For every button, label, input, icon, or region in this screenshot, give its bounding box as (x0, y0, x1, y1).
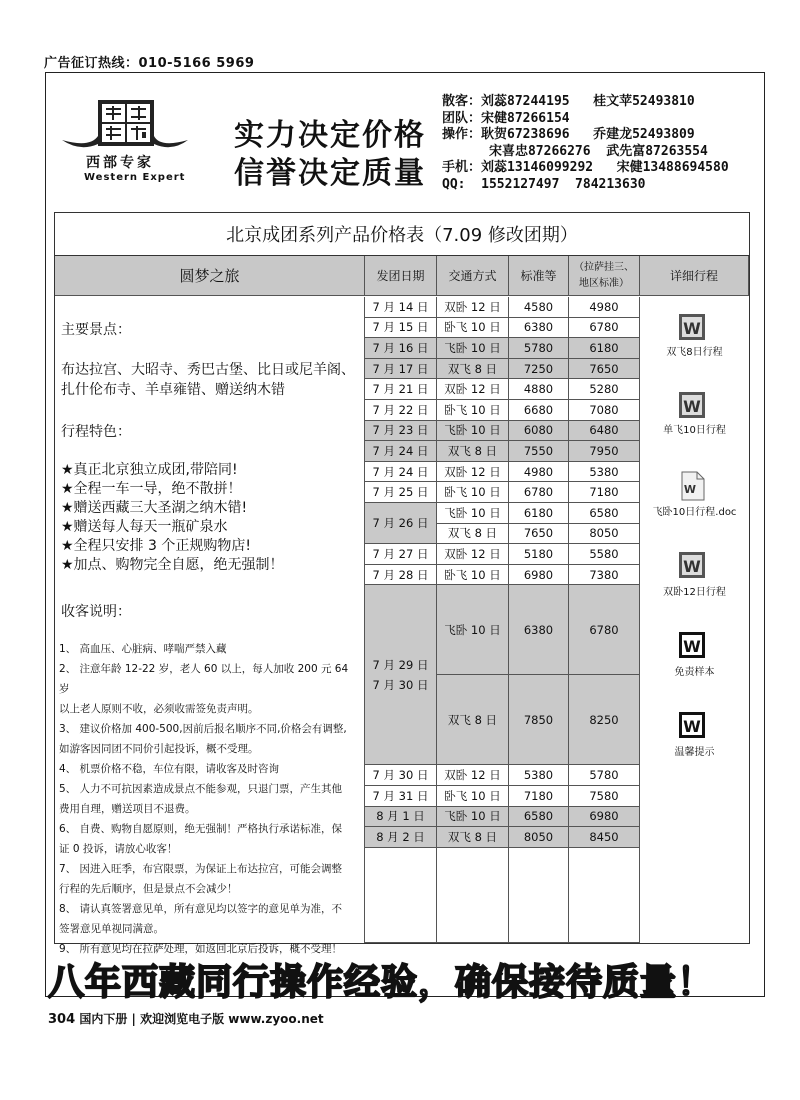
footer-section: 国内下册 (79, 1012, 128, 1026)
transport-cell: 飞卧 10 日 (437, 585, 509, 675)
empty-cell (509, 848, 569, 943)
date-cell: 7 月 28 日 (365, 565, 437, 586)
header-product: 圆梦之旅 (55, 256, 365, 296)
standard-price-cell: 7250 (509, 359, 569, 380)
lhasa-price-cell: 7650 (569, 359, 640, 380)
feature-item: ★加点、购物完全自愿，绝无强制！ (61, 557, 284, 573)
note-line: 费用自理，赠送项目不退费。 (59, 803, 196, 815)
transport-cell: 双飞 8 日 (437, 827, 509, 848)
contact-line: QQ: 1552127497 784213630 (442, 176, 646, 192)
transport-cell: 卧飞 10 日 (437, 482, 509, 503)
lhasa-price-cell: 5280 (569, 379, 640, 400)
slogan-line-2: 信誉决定质量 (234, 156, 426, 191)
date-cell: 7 月 23 日 (365, 421, 437, 442)
transport-cell: 飞卧 10 日 (437, 338, 509, 359)
header-lhasa-standard: （拉萨挂三、地区标准） (569, 256, 640, 296)
standard-price-cell: 6380 (509, 585, 569, 675)
contact-line: 散客：刘蕊87244195 桂文苹52493810 (442, 94, 695, 109)
empty-cell (569, 848, 640, 943)
company-logo (60, 96, 190, 186)
date-cell: 7 月 24 日 (365, 462, 437, 483)
transport-cell: 卧飞 10 日 (437, 565, 509, 586)
slogan-line-1: 实力决定价格 (234, 118, 426, 153)
feature-item: ★赠送西藏三大圣湖之纳木错! (61, 500, 248, 516)
note-line: 如游客因同团不同价引起投诉，概不受理。 (59, 743, 259, 755)
word-doc-icon[interactable] (678, 391, 706, 419)
detail-link-danfei10[interactable]: 单飞10日行程 (663, 425, 726, 436)
features-title: 行程特色： (61, 424, 131, 440)
transport-cell: 双卧 12 日 (437, 544, 509, 565)
contact-line: 手机：刘蕊13146099292 宋健13488694580 (442, 160, 729, 175)
date-cell: 8 月 2 日 (365, 827, 437, 848)
lhasa-price-cell: 6180 (569, 338, 640, 359)
standard-price-cell: 6180 (509, 503, 569, 524)
contact-line: 操作：耿贺67238696 乔建龙52493809 (442, 127, 695, 142)
standard-price-cell: 6980 (509, 565, 569, 586)
logo-subtitle: Western Expert (84, 172, 186, 183)
transport-cell: 双卧 12 日 (437, 765, 509, 786)
note-line: 9、 所有意见均在拉萨处理，如返回北京后投诉，概不受理！ (59, 943, 343, 955)
transport-cell: 飞卧 10 日 (437, 807, 509, 828)
note-line: 以上老人原则不收，必须收需签免责声明。 (59, 703, 259, 715)
date-text: 7 月 29 日 (372, 657, 429, 672)
standard-price-cell: 7850 (509, 675, 569, 765)
feature-item: ★真正北京独立成团,带陪同! (61, 462, 238, 478)
feature-item: ★全程一车一导，绝不散拼！ (61, 481, 242, 497)
detail-link-feiwo10[interactable]: 飞卧10日行程.doc (652, 507, 737, 518)
note-line: 2、 注意年龄 12-22 岁，老人 60 以上，每人加收 200 元 64 岁 (59, 663, 349, 695)
date-cell: 7 月 21 日 (365, 379, 437, 400)
logo-name: 西部专家 (86, 155, 154, 171)
transport-cell: 双卧 12 日 (437, 297, 509, 318)
contact-line: 宋喜忠87266276 武先富87263554 (442, 143, 708, 159)
product-description (55, 297, 365, 955)
notes-list (59, 639, 359, 959)
standard-price-cell: 4880 (509, 379, 569, 400)
lhasa-price-cell: 7180 (569, 482, 640, 503)
date-cell: 7 月 15 日 (365, 318, 437, 339)
standard-price-cell: 8050 (509, 827, 569, 848)
notes-title: 收客说明： (61, 604, 131, 620)
footer-text: 欢迎浏览电子版 www.zyoo.net (140, 1012, 324, 1026)
svg-text:W: W (683, 557, 701, 576)
lhasa-price-cell: 6780 (569, 318, 640, 339)
transport-cell: 双飞 8 日 (437, 524, 509, 545)
page-number: 304 (48, 1012, 76, 1027)
date-cell: 7 月 22 日 (365, 400, 437, 421)
word-doc-icon[interactable] (678, 551, 706, 579)
lhasa-price-cell: 5780 (569, 765, 640, 786)
svg-text:W: W (683, 483, 697, 496)
transport-cell: 双飞 8 日 (437, 675, 509, 765)
svg-text:W: W (683, 397, 701, 416)
note-line: 证 0 投诉，请放心收客！ (59, 843, 178, 855)
ad-hotline: 广告征订热线：010-5166 5969 (44, 56, 255, 71)
contact-list (442, 94, 729, 193)
page-footer (48, 1010, 324, 1027)
lhasa-price-cell: 7580 (569, 786, 640, 807)
empty-cell (437, 848, 509, 943)
word-doc-icon[interactable] (678, 313, 706, 341)
standard-price-cell: 6780 (509, 482, 569, 503)
date-cell: 7 月 25 日 (365, 482, 437, 503)
standard-price-cell: 4980 (509, 462, 569, 483)
date-cell (365, 585, 437, 765)
note-line: 4、 机票价格不稳，车位有限，请收客及时咨询 (59, 763, 280, 775)
note-line: 3、 建议价格加 400-500,因前后报名顺序不同,价格会有调整, (59, 723, 347, 735)
detail-column (640, 297, 749, 943)
lhasa-price-cell: 6480 (569, 421, 640, 442)
contact-line: 团队：宋健87266154 (442, 110, 570, 126)
detail-link-shuangfei8[interactable]: 双飞8日行程 (666, 347, 723, 358)
standard-price-cell: 5380 (509, 765, 569, 786)
standard-price-cell: 6380 (509, 318, 569, 339)
note-line: 8、 请认真签署意见单，所有意见均以签字的意见单为准，不 (59, 903, 343, 915)
detail-link-tips[interactable]: 温馨提示 (674, 747, 715, 758)
feature-item: ★赠送每人每天一瓶矿泉水 (61, 519, 228, 535)
footer-divider: | (131, 1012, 136, 1026)
lhasa-price-cell: 7380 (569, 565, 640, 586)
lhasa-price-cell: 6780 (569, 585, 640, 675)
empty-cell (365, 848, 437, 943)
word-doc-icon[interactable] (678, 711, 706, 739)
transport-cell: 双卧 12 日 (437, 379, 509, 400)
note-line: 6、 自费、购物自愿原则，绝无强制！严格执行承诺标准，保 (59, 823, 343, 835)
date-cell: 7 月 14 日 (365, 297, 437, 318)
spots-line: 扎什伦布寺、羊卓雍错、赠送纳木错 (61, 382, 285, 398)
standard-price-cell: 7650 (509, 524, 569, 545)
standard-price-cell: 4580 (509, 297, 569, 318)
date-cell: 7 月 24 日 (365, 441, 437, 462)
standard-price-cell: 7180 (509, 786, 569, 807)
svg-text:W: W (683, 717, 701, 736)
note-line: 签署意见单视同满意。 (59, 923, 164, 935)
transport-cell: 卧飞 10 日 (437, 318, 509, 339)
date-text: 7 月 30 日 (372, 677, 429, 692)
lhasa-price-cell: 8050 (569, 524, 640, 545)
header-date: 发团日期 (365, 256, 437, 296)
date-cell: 7 月 27 日 (365, 544, 437, 565)
note-line: 1、 高血压、心脏病、哮喘严禁入藏 (59, 643, 227, 655)
feature-item: ★全程只安排 3 个正规购物店! (61, 538, 251, 554)
date-cell: 7 月 31 日 (365, 786, 437, 807)
spots-title: 主要景点： (61, 322, 131, 338)
lhasa-price-cell: 8450 (569, 827, 640, 848)
header-standard: 标准等 (509, 256, 569, 296)
standard-price-cell: 5180 (509, 544, 569, 565)
transport-cell: 双飞 8 日 (437, 359, 509, 380)
bottom-banner: 八年西藏同行操作经验，确保接待质量！ (48, 961, 715, 1003)
standard-price-cell: 6680 (509, 400, 569, 421)
header-transport: 交通方式 (437, 256, 509, 296)
svg-text:W: W (683, 637, 701, 656)
standard-price-cell: 5780 (509, 338, 569, 359)
standard-price-cell: 6580 (509, 807, 569, 828)
standard-price-cell: 7550 (509, 441, 569, 462)
note-line: 5、 人力不可抗因素造成景点不能参观，只退门票，产生其他 (59, 783, 343, 795)
transport-cell: 飞卧 10 日 (437, 503, 509, 524)
lhasa-price-cell: 8250 (569, 675, 640, 765)
lhasa-price-cell: 7080 (569, 400, 640, 421)
word-doc-icon[interactable] (678, 631, 706, 659)
note-line: 7、 因进入旺季，布宫限票，为保证上布达拉宫，可能会调整 (59, 863, 343, 875)
lhasa-price-cell: 5580 (569, 544, 640, 565)
standard-price-cell: 6080 (509, 421, 569, 442)
lhasa-price-cell: 7950 (569, 441, 640, 462)
transport-cell: 双飞 8 日 (437, 441, 509, 462)
svg-text:W: W (683, 319, 701, 338)
header-detail: 详细行程 (640, 256, 749, 296)
doc-file-icon[interactable] (678, 471, 706, 499)
lhasa-price-cell: 5380 (569, 462, 640, 483)
note-line: 行程的先后顺序，但是景点不会减少！ (59, 883, 238, 895)
date-cell: 7 月 16 日 (365, 338, 437, 359)
table-title: 北京成团系列产品价格表（7.09 修改团期） (55, 213, 749, 256)
detail-link-shuangwo12[interactable]: 双卧12日行程 (663, 587, 726, 598)
date-cell: 7 月 26 日 (365, 503, 437, 544)
date-cell: 7 月 30 日 (365, 765, 437, 786)
transport-cell: 双卧 12 日 (437, 462, 509, 483)
spots-line: 布达拉宫、大昭寺、秀巴古堡、比日或尼羊阁、 (61, 362, 355, 378)
date-cell: 8 月 1 日 (365, 807, 437, 828)
date-cell: 7 月 17 日 (365, 359, 437, 380)
lhasa-price-cell: 6580 (569, 503, 640, 524)
detail-link-disclaimer[interactable]: 免责样本 (674, 667, 715, 678)
transport-cell: 卧飞 10 日 (437, 400, 509, 421)
transport-cell: 卧飞 10 日 (437, 786, 509, 807)
transport-cell: 飞卧 10 日 (437, 421, 509, 442)
lhasa-price-cell: 6980 (569, 807, 640, 828)
lhasa-price-cell: 4980 (569, 297, 640, 318)
